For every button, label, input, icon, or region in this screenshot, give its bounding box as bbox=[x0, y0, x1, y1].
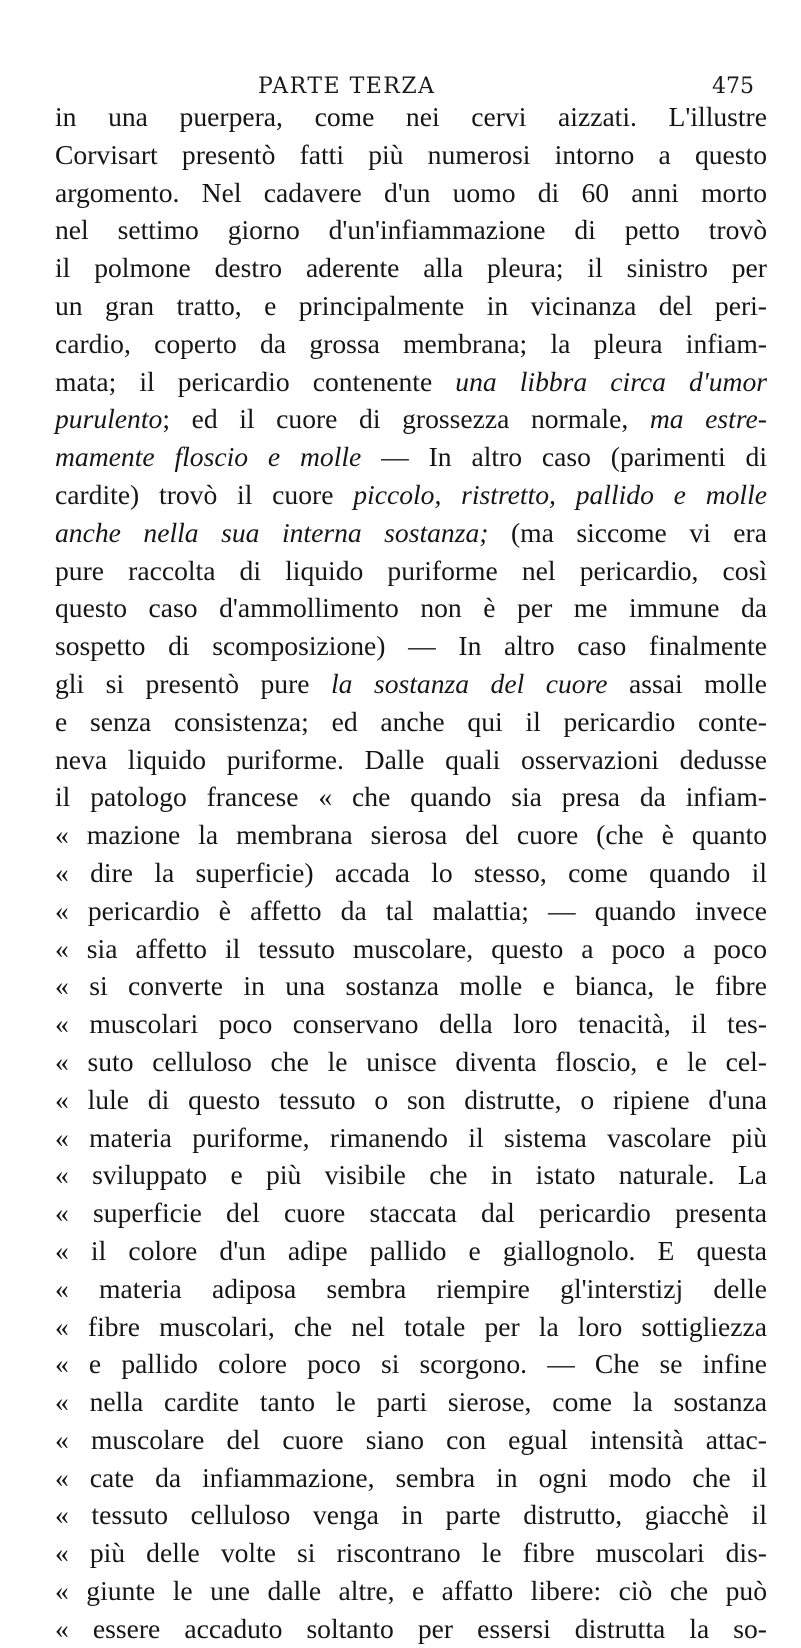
text-segment: « mazione la membrana sierosa del cuore (che è quanto bbox=[55, 819, 767, 851]
text-line bbox=[55, 1421, 767, 1459]
text-segment: sospetto di scomposizione) — In altro caso finalmente bbox=[55, 630, 767, 662]
text-line bbox=[55, 778, 767, 816]
text-segment: il patologo francese « che quando sia presa da infiam- bbox=[55, 781, 767, 813]
italic-segment: una libbra circa d'umor bbox=[455, 365, 767, 397]
italic-segment: mamente floscio e molle bbox=[55, 441, 362, 473]
text-line bbox=[55, 1005, 767, 1043]
text-segment: « si converte in una sostanza molle e bianca, le fibre bbox=[55, 970, 767, 1002]
text-line bbox=[55, 589, 767, 627]
italic-segment: ma estre- bbox=[649, 403, 767, 435]
text-segment: « nella cardite tanto le parti sierose, come la sostanza bbox=[55, 1386, 767, 1418]
text-segment: « lule di questo tessuto o son distrutte, o ripiene d'una bbox=[55, 1083, 767, 1115]
text-line bbox=[55, 98, 767, 136]
text-segment: « muscolari poco conservano della loro tenacità, il tes- bbox=[55, 1008, 767, 1040]
text-line bbox=[55, 363, 767, 401]
text-segment: cardio, coperto da grossa membrana; la pleura infiam- bbox=[55, 327, 767, 359]
text-segment: e senza consistenza; ed anche qui il pericardio conte- bbox=[55, 705, 767, 737]
text-line bbox=[55, 476, 767, 514]
text-line bbox=[55, 816, 767, 854]
text-line bbox=[55, 930, 767, 968]
text-line bbox=[55, 211, 767, 249]
text-line bbox=[55, 514, 767, 552]
text-segment: cardite) trovò il cuore bbox=[55, 478, 354, 510]
text-segment: Corvisart presentò fatti più numerosi intorno a questo bbox=[55, 138, 767, 170]
text-segment: argomento. Nel cadavere d'un uomo di 60 anni morto bbox=[55, 176, 767, 208]
text-segment: un gran tratto, e principalmente in vicinanza del peri- bbox=[55, 289, 767, 321]
text-segment: « cate da infiammazione, sembra in ogni modo che il bbox=[55, 1461, 767, 1493]
text-segment: pure raccolta di liquido puriforme nel pericardio, così bbox=[55, 554, 767, 586]
text-line bbox=[55, 665, 767, 703]
text-line bbox=[55, 1270, 767, 1308]
text-line bbox=[55, 1194, 767, 1232]
text-segment: ; ed il cuore di grossezza normale, bbox=[162, 403, 650, 435]
body-text bbox=[55, 98, 767, 1648]
running-head: PARTE TERZA bbox=[258, 74, 436, 99]
text-segment: « materia adiposa sembra riempire gl'interstizj delle bbox=[55, 1272, 767, 1304]
text-line bbox=[55, 703, 767, 741]
text-line bbox=[55, 854, 767, 892]
text-segment: « giunte le une dalle altre, e affatto libere: ciò che può bbox=[55, 1575, 767, 1607]
text-line bbox=[55, 627, 767, 665]
italic-segment: la sostanza del cuore bbox=[331, 667, 608, 699]
text-segment: « essere accaduto soltanto per essersi distrutta la so- bbox=[55, 1612, 767, 1644]
text-line bbox=[55, 438, 767, 476]
text-line bbox=[55, 1156, 767, 1194]
italic-segment: piccolo, ristretto, pallido e molle bbox=[353, 478, 768, 510]
text-segment: (ma siccome vi era bbox=[488, 516, 767, 548]
text-line bbox=[55, 1534, 767, 1572]
text-line bbox=[55, 1308, 767, 1346]
text-line bbox=[55, 741, 767, 779]
text-segment: « sviluppato e più visibile che in istato naturale. La bbox=[55, 1159, 767, 1191]
text-segment: « muscolare del cuore siano con egual intensità attac- bbox=[55, 1423, 767, 1455]
text-segment: « materia puriforme, rimanendo il sistema vascolare più bbox=[55, 1121, 767, 1153]
text-line bbox=[55, 287, 767, 325]
text-line bbox=[55, 1496, 767, 1534]
page-number: 475 bbox=[712, 74, 754, 99]
italic-segment: anche nella sua interna sostanza; bbox=[55, 516, 489, 548]
text-line bbox=[55, 249, 767, 287]
text-segment: « tessuto celluloso venga in parte distrutto, giacchè il bbox=[55, 1499, 767, 1531]
text-segment: questo caso d'ammollimento non è per me immune da bbox=[55, 592, 767, 624]
text-segment: assai molle bbox=[607, 667, 768, 699]
text-line bbox=[55, 1345, 767, 1383]
text-line bbox=[55, 1610, 767, 1648]
text-line bbox=[55, 136, 767, 174]
text-segment: neva liquido puriforme. Dalle quali osservazioni dedusse bbox=[55, 743, 767, 775]
text-segment: « pericardio è affetto da tal malattia; — quando invece bbox=[55, 894, 767, 926]
text-line bbox=[55, 892, 767, 930]
text-line bbox=[55, 1119, 767, 1157]
text-line bbox=[55, 1043, 767, 1081]
text-segment: « dire la superficie) accada lo stesso, come quando il bbox=[55, 856, 767, 888]
text-segment: gli si presentò pure bbox=[55, 667, 332, 699]
text-segment: « sia affetto il tessuto muscolare, questo a poco a poco bbox=[55, 932, 767, 964]
text-segment: il polmone destro aderente alla pleura; il sinistro per bbox=[55, 252, 767, 284]
text-segment: « fibre muscolari, che nel totale per la loro sottigliezza bbox=[55, 1310, 767, 1342]
text-line bbox=[55, 400, 767, 438]
text-line bbox=[55, 1383, 767, 1421]
text-segment: « il colore d'un adipe pallido e giallognolo. E questa bbox=[55, 1234, 767, 1266]
text-line bbox=[55, 1081, 767, 1119]
text-segment: « più delle volte si riscontrano le fibre muscolari dis- bbox=[55, 1537, 767, 1569]
text-segment: — In altro caso (parimenti di bbox=[361, 441, 768, 473]
text-segment: mata; il pericardio contenente bbox=[55, 365, 456, 397]
italic-segment: purulento bbox=[55, 403, 163, 435]
text-line bbox=[55, 1459, 767, 1497]
text-segment: « superficie del cuore staccata dal pericardio presenta bbox=[55, 1197, 767, 1229]
text-segment: nel settimo giorno d'un'infiammazione di petto trovò bbox=[55, 214, 767, 246]
text-line bbox=[55, 1232, 767, 1270]
text-line bbox=[55, 174, 767, 212]
text-line bbox=[55, 552, 767, 590]
text-line bbox=[55, 967, 767, 1005]
text-line bbox=[55, 325, 767, 363]
text-segment: in una puerpera, come nei cervi aizzati. L'illustre bbox=[55, 101, 767, 132]
text-segment: « e pallido colore poco si scorgono. — Che se infine bbox=[55, 1348, 767, 1380]
text-line bbox=[55, 1572, 767, 1610]
text-segment: « suto celluloso che le unisce diventa floscio, e le cel- bbox=[55, 1045, 767, 1077]
